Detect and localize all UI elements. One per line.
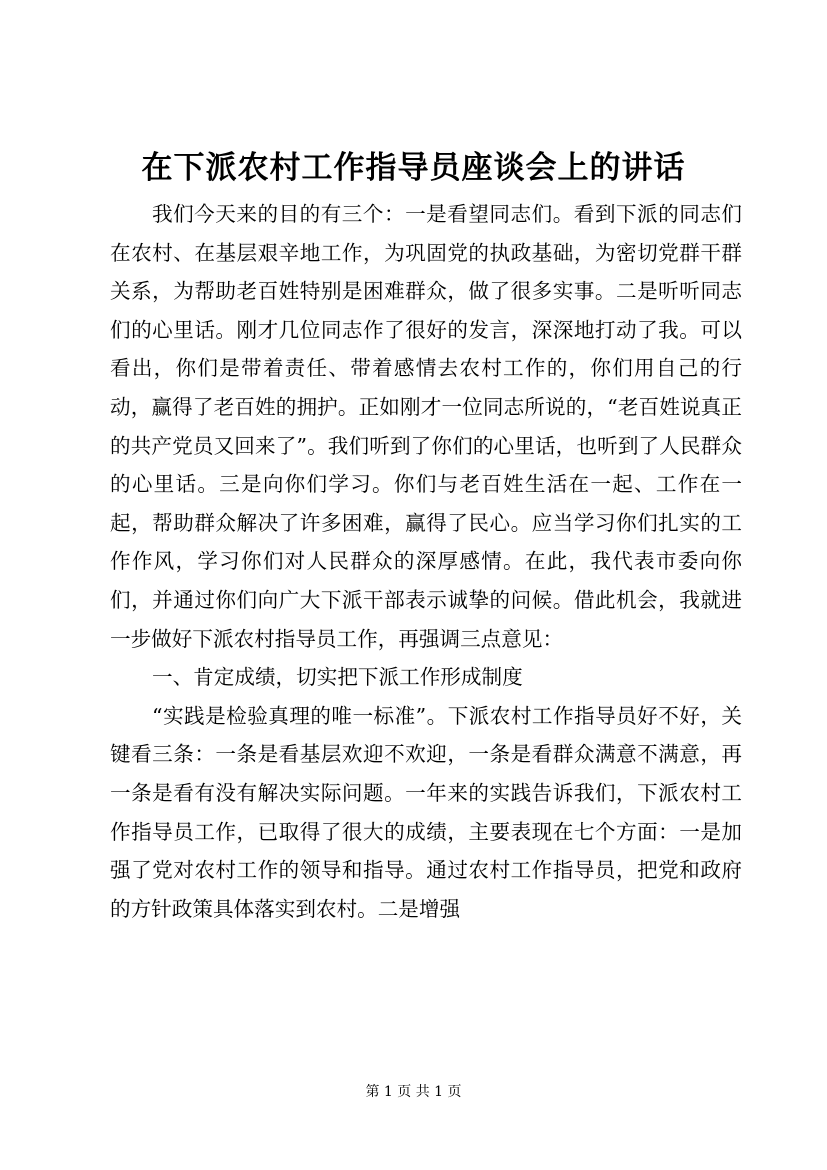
document-body: [110, 195, 742, 928]
document-title: 在下派农村工作指导员座谈会上的讲话: [141, 150, 686, 186]
paragraph-section-1: “实践是检验真理的唯一标准”。下派农村工作指导员好不好，关键看三条：一条是看基层欢迎不欢迎，一条是看群众满意不满意，再一条是看有没有解决实际问题。一年来的实践告诉我们，下派农村工作指导员工作，已取得了很大的成绩，主要表现在七个方面：一是加强了党对农村工作的领导和指导。通过农村工作指导员，把党和政府的方针政策具体落实到农村。二是增强: [110, 703, 742, 921]
paragraph-intro: 我们今天来的目的有三个：一是看望同志们。看到下派的同志们在农村、在基层艰辛地工作，为巩固党的执政基础，为密切党群干群关系，为帮助老百姓特别是困难群众，做了很多实事。二是听听同志们的心里话。刚才几位同志作了很好的发言，深深地打动了我。可以看出，你们是带着责任、带着感情去农村工作的，你们用自己的行动，赢得了老百姓的拥护。正如刚才一位同志所说的，“老百姓说真正的共产党员又回来了”。我们听到了你们的心里话，也听到了人民群众的心里话。三是向你们学习。你们与老百姓生活在一起、工作在一起，帮助群众解决了许多困难，赢得了民心。应当学习你们扎实的工作作风，学习你们对人民群众的深厚感情。在此，我代表市委向你们，并通过你们向广大下派干部表示诚挚的问候。借此机会，我就进一步做好下派农村指导员工作，再强调三点意见：: [110, 202, 742, 651]
page-footer: 第 1 页 共 1 页: [365, 1084, 462, 1100]
section-heading-1: 一、肯定成绩，切实把下派工作形成制度: [152, 665, 523, 690]
